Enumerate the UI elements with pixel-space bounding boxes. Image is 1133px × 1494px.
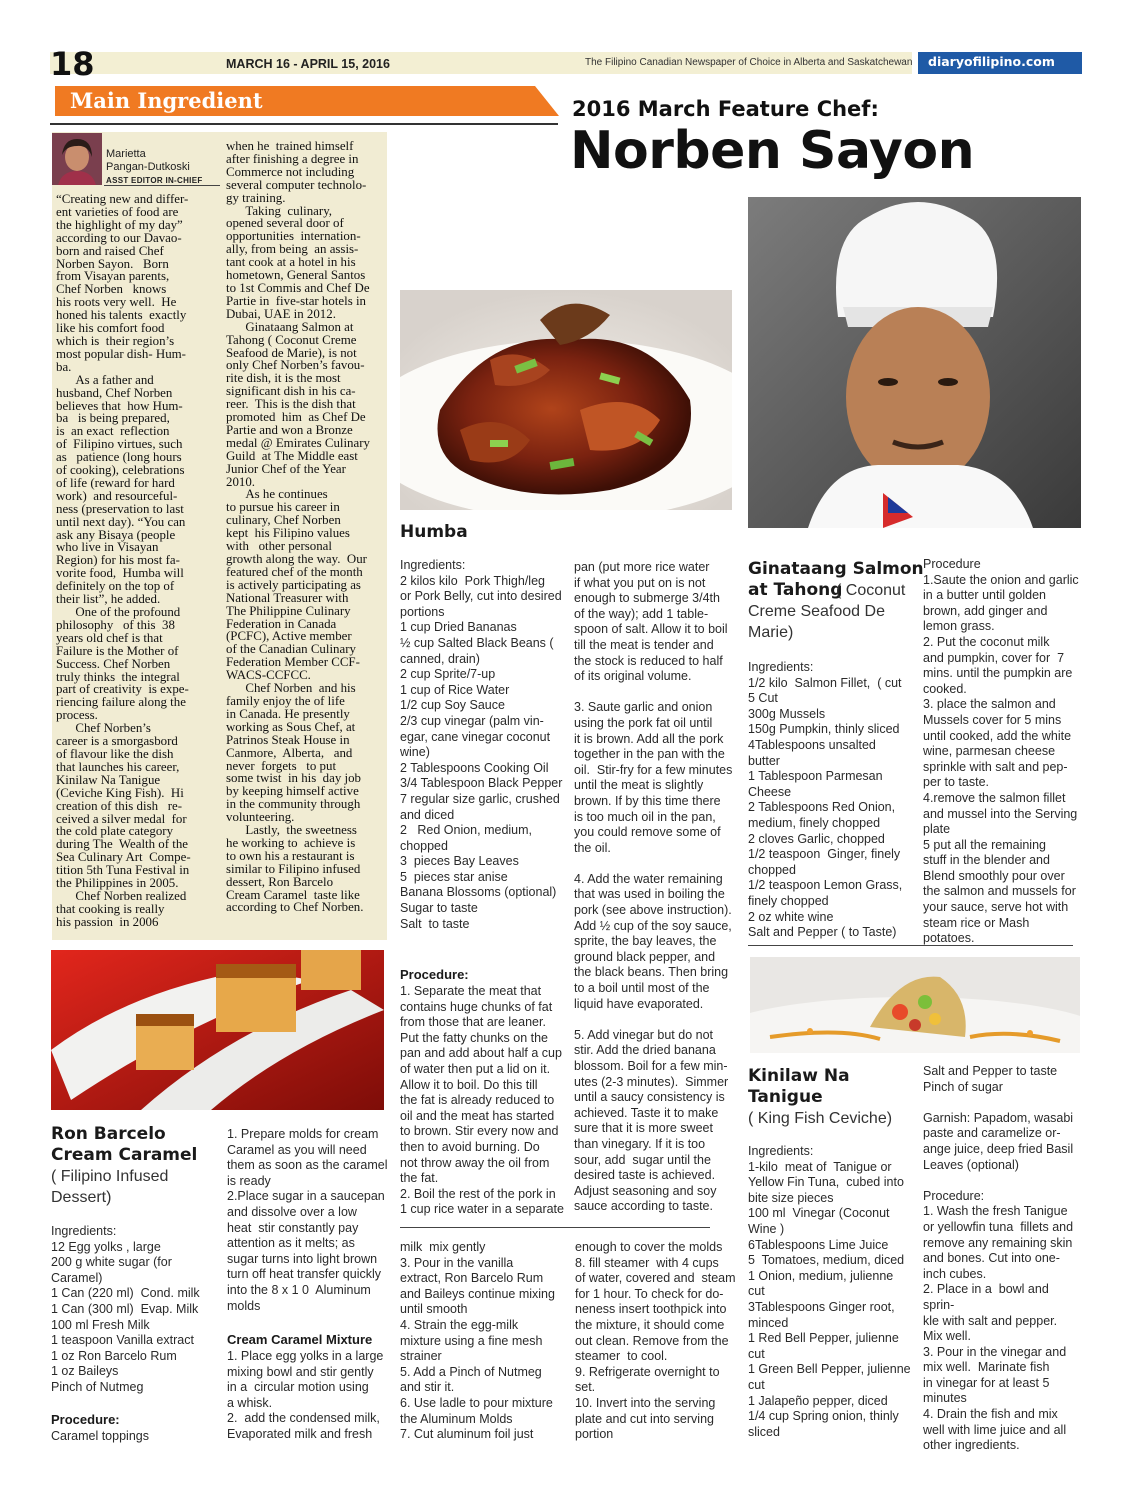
caramel-subtitle: ( Filipino Infused Dessert) [51,1168,169,1206]
author-name [106,148,190,174]
salmon-procedure: Procedure 1.Saute the onion and garlic in a butter until golden brown, add ginger and lemon grass. 2. Put the coconut milk and pumpkin, cover for 7 mins. until the pumpkin are cooked. 3. place the salmon and Mussels cover for 5 mins until cooked, add the white wine, parmesan cheese sprinkle with salt and pep- per to taste. 4.remove the salmon fillet and mussel into the Serving plate 5 put all the remaining stuff in the blender and Blend smoothly pour over the salmon and mussels for your sauce, serve hot with steam rice or Mash potatoes. [923,557,1079,946]
caramel-procedure-column-3: milk mix gently 3. Pour in the vanilla extract, Ron Barcelo Rum and Baileys continue mixing until smooth 4. Strain the egg-milk mixture using a fine mesh strainer 5. Add a Pinch of Nutmeg and stir it. 6. Use ladle to pour mixture the Aluminum Molds 7. Cut aluminum foil just [400,1240,555,1442]
humba-ingredients: Ingredients: 2 kilos kilo Pork Thigh/leg or Pork Belly, cut into desired portions 1 cup Dried Bananas ½ cup Salted Black Beans ( canned, drain) 2 cup Sprite/7-up 1 cup of Rice Water 1/2 cup Soy Sauce 2/3 cup vinegar (palm vin- egar, cane vinegar coconut wine) 2 Tablespoons Cooking Oil 3/4 Tablespoon Black Pepper 7 regular size garlic, crushed and diced 2 Red Onion, medium, chopped 3 pieces Bay Leaves 5 pieces star anise Banana Blossoms (optional) Sugar to taste Salt to taste [400,558,563,931]
section-rule [50,123,558,125]
issue-date: MARCH 16 - APRIL 15, 2016 [226,57,390,71]
kinilaw-photo [750,957,1080,1053]
section-title: Main Ingredient [70,88,263,113]
author-rule [104,185,220,186]
caramel-title-line-2: Cream Caramel [51,1145,198,1165]
article-column-1: “Creating new and differ- ent varieties of food are the highlight of my day” according to our Davao- born and raised Chef Norben Sayon. Born from Visayan parents, Chef Norben knows his roots very well. He honed his talents exactly like his comfort food which is their region’s most popular dish- Hum- ba. As a father and husband, Chef Norben believes that how Hum- ba is being prepared, is an exact reflection of Filipino virtues, such as patience (long hours of cooking), celebrations of life (reward for hard work) and resourceful- ness (preservation to last until next day). “You can ask any Bisaya (people who live in Visayan Region) for his most fa- vorite food, Humba will definitely on the top of their list”, he added. One of the profound philosophy of this 38 years old chef is that Failure is the Mother of Success. Chef Norben truly thinks the integral part of creativity is expe- riencing failure along the process. Chef Norben’s career is a smorgasbord of flavour like the dish that launches his career, Kinilaw Na Tanigue (Ceviche King Fish). Hi creation of this dish re- ceived a silver medal for the cold plate category during The Wealth of the Sea Culinary Art Compe- tition 5th Tuna Festival in the Philippines in 2005. Chef Norben realized that cooking is really his passion in 2006 [56,192,191,929]
kinilaw-title-line-1: Kinilaw Na [748,1066,850,1086]
caramel-procedure-column-2: 1. Prepare molds for cream Caramel as you will need them as soon as the caramel is ready 2.Place sugar in a saucepan and dissolve over a low heat stir constantly pay attention as it melts; as sugar turns into light brown turn off heat transfer quickly into the 8 x 1 0 Aluminum molds [227,1127,388,1313]
cream-caramel-photo [51,950,384,1110]
caramel-procedure-label: Procedure: [51,1412,120,1427]
salmon-subtitle: Creme Seafood De Marie) [748,603,885,641]
author-photo [52,133,102,185]
kinilaw-ingredients: Ingredients: 1-kilo meat of Tanigue or Yellow Fin Tuna, cubed into bite size pieces 100 ml Vinegar (Coconut Wine ) 6Tablespoons Lime Juice 5 Tomatoes, medium, diced 1 Onion, medium, julienne cut 3Tablespoons Ginger root, minced 1 Red Bell Pepper, julienne cut 1 Green Bell Pepper, julienne cut 1 Jalapeño pepper, diced 1/4 cup Spring onion, thinly sliced [748,1144,911,1439]
humba-title: Humba [400,522,468,542]
caramel-mixture-steps: 1. Place egg yolks in a large mixing bowl and stir gently in a circular motion using a whisk. 2. add the condensed milk, Evaporated milk and fresh [227,1349,384,1441]
kinilaw-subtitle: ( King Fish Ceviche) [748,1110,893,1127]
caramel-mixture-label: Cream Caramel Mixture [227,1332,373,1347]
humba-procedure-column-1: 1. Separate the meat that contains huge chunks of fat from those that are leaner. Put the fatty chunks on the pan and add about half a cup of water then put a lid on it. Allow it to boil. Do this till the fat is already reduced to oil and the meat has started to brown. Stir every now and then to avoid burning. Do not throw away the oil from the fat. 2. Boil the rest of the pork in 1 cup rice water in a separate [400,984,564,1217]
kinilaw-procedure: Salt and Pepper to taste Pinch of sugar Garnish: Papadom, wasabi paste and caramelize or- ange juice, deep fried Basil Leaves (optional) Procedure: 1. Wash the fresh Tanigue or yellowfin tuna fillets and remove any remaining skin and bones. Cut into one- inch cubes. 2. Place in a bowl and sprin- kle with salt and pepper. Mix well. 3. Pour in the vinegar and mix well. Marinate fish in vinegar for at least 5 minutes 4. Drain the fish and mix well with lime juice and all other ingredients. [923,1064,1074,1453]
caramel-procedure-first: Caramel toppings [51,1429,149,1443]
caramel-procedure-column-4: enough to cover the molds 8. fill steamer with 4 cups of water, covered and steam for 1 hour. To check for do- neness insert toothpick into the mixture, it should come out clean. Remove from the steamer to cool. 9. Refrigerate overnight to set. 10. Invert into the serving plate and cut into serving portion [575,1240,736,1442]
salmon-ingredients: Ingredients: 1/2 kilo Salmon Fillet, ( cut 5 Cut 300g Mussels 150g Pumpkin, thinly sliced 4Tablespoons unsalted butter 1 Tablespoon Parmesan Cheese 2 Tablespoons Red Onion, medium, finely chopped 2 cloves Garlic, chopped 1/2 teaspoon Ginger, finely chopped 1/2 teaspoon Lemon Grass, finely chopped 2 oz white wine Salt and Pepper ( to Taste) [748,660,903,940]
author-role: ASST EDITOR IN-CHIEF [106,176,203,185]
chef-name-headline: Norben Sayon [570,121,975,181]
site-url[interactable]: diaryofilipino.com [928,54,1055,69]
author-last-name: Pangan-Dutkoski [106,161,190,173]
salmon-bottom-rule [748,945,1073,946]
salmon-title-line-1: Ginataang Salmon [748,559,924,579]
caramel-title-line-1: Ron Barcelo [51,1124,166,1144]
kinilaw-title-line-2: Tanigue [748,1087,823,1107]
humba-photo [400,290,732,510]
feature-kicker: 2016 March Feature Chef: [572,97,879,121]
caramel-ingredients: Ingredients: 12 Egg yolks , large 200 g white sugar (for Caramel) 1 Can (220 ml) Cond. milk 1 Can (300 ml) Evap. Milk 100 ml Fresh Milk 1 teaspoon Vanilla extract 1 oz Ron Barcelo Rum 1 oz Baileys Pinch of Nutmeg [51,1224,200,1394]
salmon-subtitle-inline: ( Coconut [836,582,906,599]
article-column-2: when he trained himself after finishing a degree in Commerce not including several computer technolo- gy training. Taking culinary, opened several door of opportunities internation- ally, from being an assis- tant cook at a hotel in his hometown, General Santos to 1st Commis and Chef De Partie in five-star hotels in Dubai, UAE in 2012. Ginataang Salmon at Tahong ( Coconut Creme Seafood de Marie), is not only Chef Norben’s favou- rite dish, it is the most significant dish in his ca- reer. This is the dish that promoted him as Chef De Partie and won a Bronze medal @ Emirates Culinary Guild at The Middle east Junior Chef of the Year 2010. As he continues to pursue his career in culinary, Chef Norben kept his Filipino values with other personal growth along the way. Our featured chef of the month is actively participating as National Treasurer with The Philippine Culinary Federation in Canada (PCFC), Active member of the Canadian Culinary Federation Member CCF- WACS-CCFCC. Chef Norben and his family enjoy the of life in Canada. He presently working as Sous Chef, at Patrinos Steak House in Canmore, Alberta, and never forgets to put some twist in his day job by keeping himself active in the community through volunteering. Lastly, the sweetness he working to achieve is to own his a restaurant is similar to Filipino infused dessert, Ron Barcelo Cream Caramel taste like according to Chef Norben. [226,139,370,915]
page-number: 18 [50,45,95,83]
humba-procedure-label: Procedure: [400,967,469,982]
tagline: The Filipino Canadian Newspaper of Choice in Alberta and Saskatchewan [585,57,913,68]
author-first-name: Marietta [106,148,146,160]
section-banner-tab [535,86,559,116]
salmon-title-line-2: at Tahong [748,580,843,600]
humba-procedure-column-2: pan (put more rice water if what you put on is not enough to submerge 3/4th of the way); add 1 table- spoon of salt. Allow it to boil till the meat is tender and the stock is reduced to half of its original volume. 3. Saute garlic and onion using the pork fat oil until it is brown. Add all the pork together in the pan with the oil. Stir-fry for a few minutes until the meat is slightly brown. If by this time there is too much oil in the pan, you could remove some of the oil. 4. Add the water remaining that was used in boiling the pork (see above instruction). Add ½ cup of the soy sauce, sprite, the bay leaves, the ground black pepper, and the black beans. Then bring to a boil until most of the liquid have evaporated. 5. Add vinegar but do not stir. Add the dried banana blossom. Boil for a few min- utes (2-3 minutes). Simmer until a saucy consistency is achieved. Taste it to make sure that it is more sweet than vinegary. If it is too sour, add sugar until the desired taste is achieved. Adjust seasoning and soy sauce according to taste. [574,560,733,1214]
humba-bottom-rule [400,1227,710,1228]
chef-portrait [748,197,1081,528]
